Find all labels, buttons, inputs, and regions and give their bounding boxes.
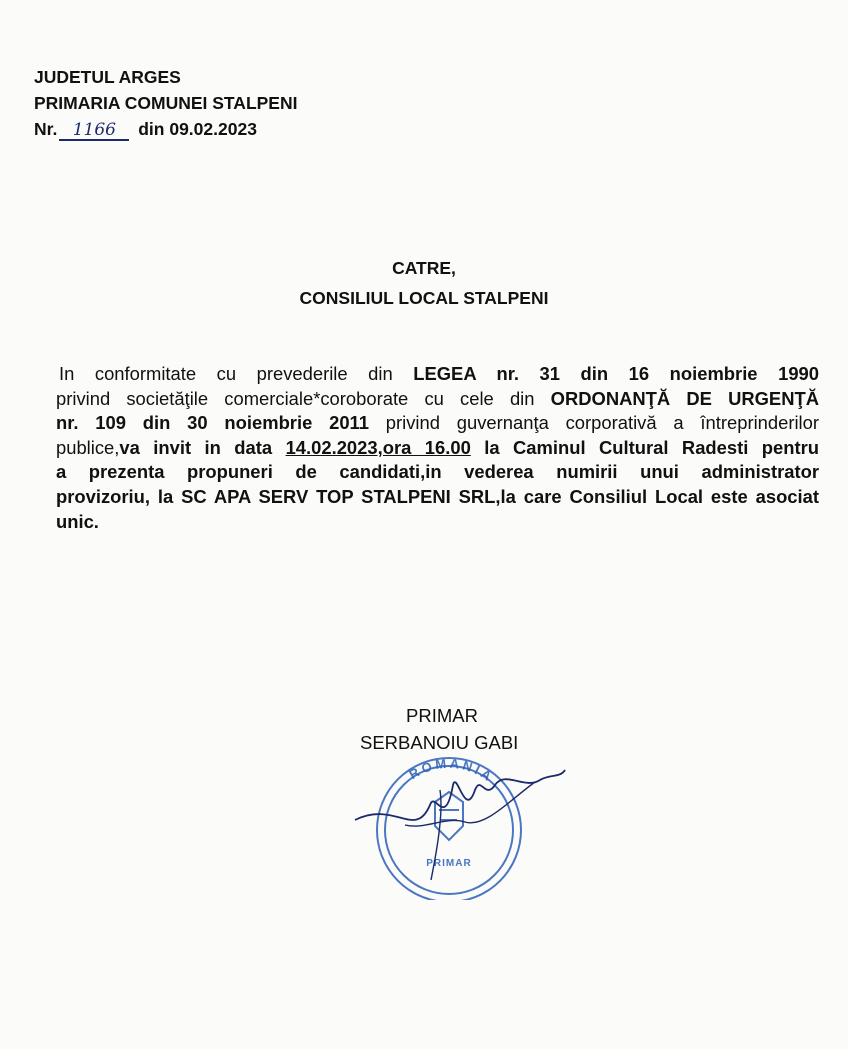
body-text-span: privind guvernanţa corporativă a întreprinderilor: [369, 412, 819, 434]
invitation-text: va invit in data: [119, 436, 286, 458]
body-line-2: [56, 387, 819, 412]
registration-number: 1166: [59, 121, 129, 141]
registration-line: [34, 116, 297, 142]
registration-label: Nr.: [34, 119, 58, 139]
body-text-span: In conformitate cu prevederile din: [59, 363, 414, 384]
meeting-datetime: 14.02.2023,ora 16.00: [285, 436, 471, 458]
body-text-span: privind societăţile comerciale*coroborate cu cele din: [56, 387, 551, 409]
svg-text:ROMANIA: [406, 756, 496, 786]
body-line-7: unic.: [56, 510, 99, 532]
ordinance-number: nr. 109 din 30 noiembrie 2011: [56, 412, 369, 434]
addressee-council: CONSILIUL LOCAL STALPENI: [299, 288, 549, 308]
body-line-6: provizoriu, la SC APA SERV TOP STALPENI SRL,la care Consiliul Local este asociat: [56, 485, 819, 507]
meeting-location: la Caminul Cultural Radesti pentru: [470, 436, 819, 458]
addressee-block: [0, 253, 848, 313]
signatory-title: PRIMAR: [406, 705, 478, 726]
body-line-5: a prezenta propuneri de candidati,in vederea numirii unui administrator: [56, 461, 819, 483]
official-stamp-icon: [335, 730, 595, 900]
law-reference: LEGEA nr. 31 din 16 noiembrie 1990: [413, 363, 819, 384]
letter-body: [56, 362, 819, 534]
city-hall-name: PRIMARIA COMUNEI STALPENI: [34, 93, 298, 113]
body-line-4: [56, 436, 819, 461]
registration-date: din 09.02.2023: [138, 119, 257, 139]
ordinance-reference: ORDONANŢĂ DE URGENŢĂ: [550, 387, 819, 409]
stamp-bottom-text: PRIMAR: [426, 858, 472, 869]
addressee-to: CATRE,: [392, 258, 456, 278]
body-text-span: publice,: [56, 436, 120, 458]
body-line-1: [59, 362, 819, 387]
body-line-3: [56, 411, 819, 436]
signatory-name: SERBANOIU GABI: [360, 732, 519, 753]
county-name: JUDETUL ARGES: [34, 67, 181, 87]
stamp-top-text: ROMANIA: [406, 755, 497, 786]
document-header: [34, 64, 297, 142]
